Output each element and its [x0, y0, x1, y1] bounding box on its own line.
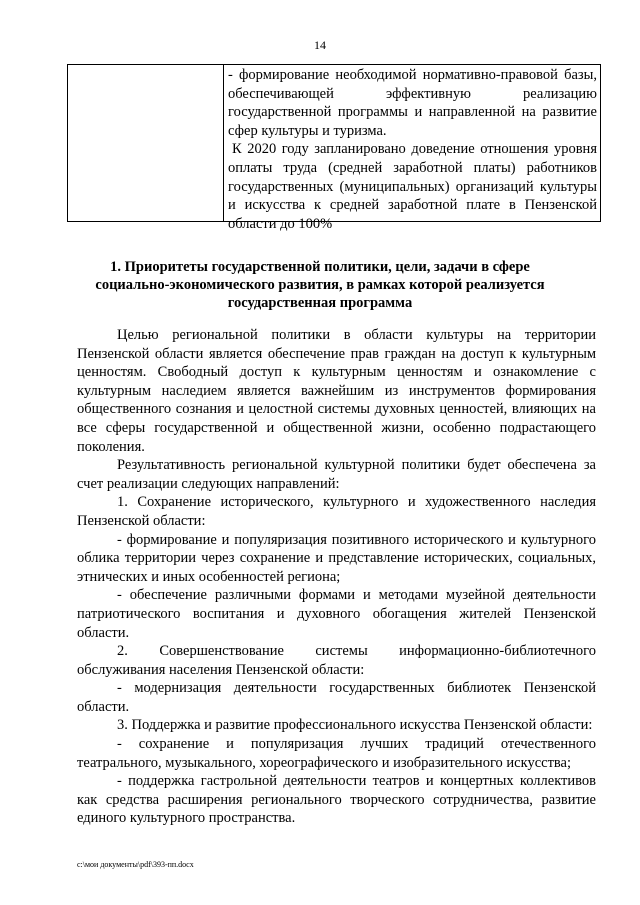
- body-paragraph: - обеспечение различными формами и методами музейной деятельности патриотического воспитания и духовного обогащения жителей Пензенской области.: [77, 587, 596, 641]
- body-paragraph: Результативность региональной культурной политики будет обеспечена за счет реализации следующих направлений:: [77, 457, 596, 492]
- table-cell-paragraph: К 2020 году запланировано доведение отношения уровня оплаты труда (средней заработной платы) работников государственных (муниципальных) организаций культуры и искусства к средней заработной плате в Пензенской области до 100%: [228, 141, 597, 232]
- table-cell-left: [68, 65, 224, 221]
- section-title-line: государственная программа: [227, 295, 413, 311]
- body-paragraph: - поддержка гастрольной деятельности театров и концертных коллективов как средства расширения регионального творческого сотрудничества, развитие единого культурного пространства.: [77, 773, 596, 827]
- body-paragraph: 1. Сохранение исторического, культурного и художественного наследия Пензенской области:: [77, 494, 596, 529]
- body-paragraph: - модернизация деятельности государственных библиотек Пензенской области.: [77, 680, 596, 715]
- section-title-line: социально-экономического развития, в рамках которой реализуется: [95, 277, 545, 293]
- body-paragraph: 2. Совершенствование системы информационно-библиотечного обслуживания населения Пензенской области:: [77, 643, 596, 678]
- body-text: [77, 326, 596, 828]
- section-title: [80, 258, 560, 312]
- section-title-line: 1. Приоритеты государственной политики, цели, задачи в сфере: [110, 259, 530, 275]
- body-paragraph: - сохранение и популяризация лучших традиций отечественного театрального, музыкального, хореографического и изобразительного искусства;: [77, 736, 596, 771]
- table-cell-right: [224, 65, 600, 232]
- body-paragraph: Целью региональной политики в области культуры на территории Пензенской области является обеспечение прав граждан на доступ к культурным ценностям. Свободный доступ к культурным ценностям и ознакомление с культурным наследием является важнейшим из инструментов формирования общественного сознания и целостной системы духовных ценностей, влияющих на все сферы государственной и общественной жизни, особенно подрастающего поколения.: [77, 327, 596, 455]
- body-paragraph: 3. Поддержка и развитие профессионального искусства Пензенской области:: [117, 717, 593, 734]
- table-cell-paragraph: - формирование необходимой нормативно-правовой базы, обеспечивающей эффективную реализацию государственной программы и направленной на развитие сфер культуры и туризма.: [228, 67, 597, 139]
- program-table: [67, 64, 601, 232]
- page-number: 14: [314, 38, 326, 52]
- body-paragraph: - формирование и популяризация позитивного исторического и культурного облика территории через сохранение и представление исторических, социальных, этнических и иных особенностей региона;: [77, 531, 596, 585]
- footer-file-path: c:\мои документы\pdf\393-пп.docx: [77, 860, 194, 869]
